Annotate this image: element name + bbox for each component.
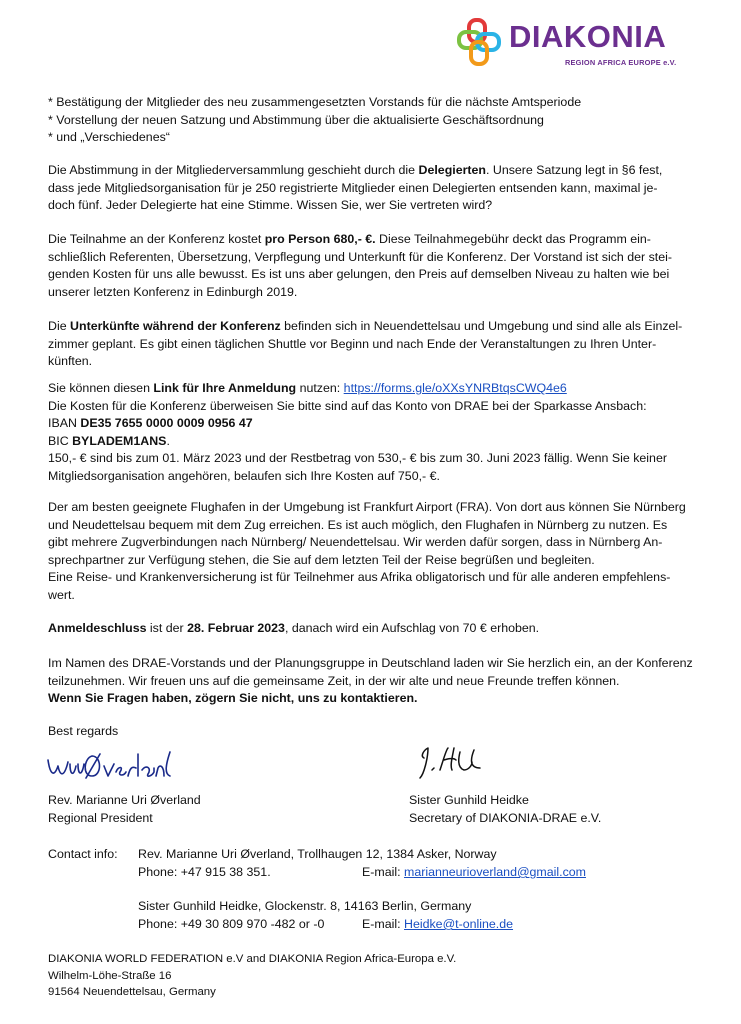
paragraph-travel: [48, 499, 698, 605]
paragraph-delegates: [48, 162, 698, 215]
contact-label: Contact info:: [48, 847, 118, 861]
contact-1-address: Rev. Marianne Uri Øverland, Trollhaugen 12, 1384 Asker, Norway: [138, 847, 497, 861]
signature-left-icon: [44, 746, 174, 786]
bold-text: Delegierten: [418, 163, 486, 177]
iban-value: DE35 7655 0000 0009 0956 47: [80, 416, 253, 431]
paragraph-line: genden Kosten für uns alle bewusst. Es ist uns aber gelungen, den Preis auf demselben Niveau zu halten wie bei: [48, 267, 670, 282]
bic-value: BYLADEM1ANS: [72, 433, 167, 448]
footer-line: 91564 Neuendettelsau, Germany: [48, 986, 216, 999]
signer-right-name: Sister Gunhild Heidke: [409, 793, 529, 807]
bold-text: pro Person 680,- €.: [264, 232, 376, 246]
text: Sie können diesen: [48, 381, 154, 395]
paragraph-line: Eine Reise- und Krankenversicherung ist für Teilnehmer aus Afrika obligatorisch und für alle anderen empfehlens-: [48, 570, 671, 585]
paragraph-line: [48, 380, 698, 398]
paragraph-line: sprechpartner zur Verfügung stehen, die Sie auf dem letzten Teil der Reise begrüßen und begleiten.: [48, 552, 595, 567]
footer-line: Wilhelm-Löhe-Straße 16: [48, 969, 172, 982]
paragraph-fee: [48, 231, 698, 301]
text: . Unsere Satzung legt in §6 fest,: [486, 163, 663, 177]
contact-2-phone: Phone: +49 30 809 970 -482 or -0: [138, 917, 325, 931]
text: nutzen:: [296, 381, 344, 395]
agenda-item: * Bestätigung der Mitglieder des neu zusammengesetzten Vorstands für die nächste Amtsperiode: [48, 95, 582, 109]
paragraph-line: doch fünf. Jeder Delegierte hat eine Stimme. Wissen Sie, wer Sie vertreten wird?: [48, 198, 493, 213]
paragraph-line: wert.: [48, 587, 75, 602]
contact-2-email-link[interactable]: Heidke@t-online.de: [404, 917, 514, 931]
contact-1-email-row: [362, 864, 586, 882]
email-label: E-mail:: [362, 917, 404, 931]
contact-1-email-link[interactable]: marianneurioverland@gmail.com: [404, 865, 586, 879]
paragraph-line: Im Namen des DRAE-Vorstands und der Planungsgruppe in Deutschland laden wir Sie herzlich ein, an der Konferenz: [48, 656, 693, 670]
iban-line: [48, 415, 698, 433]
paragraph-line: Mitgliedsorganisation angehören, belaufen sich Ihre Kosten auf 750,- €.: [48, 468, 440, 483]
signer-left-name: Rev. Marianne Uri Øverland: [48, 793, 201, 807]
text: Die Teilnahme an der Konferenz kostet: [48, 232, 265, 246]
paragraph-line: Die Kosten für die Konferenz überweisen Sie bitte sind auf das Konto von DRAE bei der Sparkasse Ansbach:: [48, 398, 647, 413]
signature-right-icon: [410, 740, 490, 784]
text: BIC: [48, 433, 73, 448]
paragraph-line: [48, 318, 698, 336]
text: .: [166, 433, 170, 448]
registration-link[interactable]: https://forms.gle/oXXsYNRBtqsCWQ4e6: [343, 381, 567, 395]
bold-text: Anmeldeschluss: [48, 621, 147, 635]
paragraph-line: dass jede Mitgliedsorganisation für je 250 registrierte Mitglieder einen Delegierten entsenden kann, maximal je-: [48, 180, 658, 195]
text: befinden sich in Neuendettelsau und Umgebung und sind alle als Einzel-: [280, 319, 683, 333]
paragraph-line-bold: Wenn Sie Fragen haben, zögern Sie nicht, uns zu kontaktieren.: [48, 691, 418, 706]
contact-2-email-row: [362, 916, 513, 934]
email-label: E-mail:: [362, 865, 404, 879]
footer-line: DIAKONIA WORLD FEDERATION e.V and DIAKONIA Region Africa-Europa e.V.: [48, 953, 457, 965]
agenda-item: * Vorstellung der neuen Satzung und Abstimmung über die aktualisierte Geschäftsordnung: [48, 112, 544, 127]
paragraph-line: gibt mehrere Zugverbindungen nach Nürnberg/ Neuendettelsau. Wir werden dafür sorgen, dass in Nürnberg An-: [48, 535, 663, 550]
agenda-item: * und „Verschiedenes“: [48, 130, 170, 145]
bold-text: Link für Ihre Anmeldung: [153, 381, 297, 395]
signer-right-role: Secretary of DIAKONIA-DRAE e.V.: [409, 811, 602, 825]
footer-address: [48, 951, 698, 1001]
text: Die: [48, 319, 71, 333]
paragraph-line: unserer letzten Konferenz in Edinburgh 2019.: [48, 284, 298, 299]
contact-1-phone: Phone: +47 915 38 351.: [138, 865, 271, 879]
paragraph-invitation: [48, 655, 698, 708]
closing-text: Best regards: [48, 724, 119, 738]
logo-subtitle: REGION AFRICA EUROPE e.V.: [565, 58, 677, 67]
text: Die Abstimmung in der Mitgliederversammlung geschieht durch die: [48, 163, 419, 177]
paragraph-registration: [48, 380, 698, 486]
paragraph-line: Der am besten geeignete Flughafen in der Umgebung ist Frankfurt Airport (FRA). Von dort aus können Sie Nürnberg: [48, 500, 686, 514]
text: , danach wird ein Aufschlag von 70 € erhoben.: [284, 621, 540, 635]
paragraph-line: [48, 231, 698, 249]
text: ist der: [146, 621, 188, 635]
bold-text: Unterkünfte während der Konferenz: [70, 319, 281, 333]
paragraph-line: künften.: [48, 354, 93, 369]
paragraph-line: [48, 162, 698, 180]
text: Diese Teilnahmegebühr deckt das Programm ein-: [375, 232, 651, 246]
agenda-list: [48, 94, 698, 147]
paragraph-line: teilzunehmen. Wir freuen uns auf die gemeinsame Zeit, in der wir alte und neue Freunde treffen können.: [48, 673, 620, 688]
bic-line: [48, 433, 698, 451]
paragraph-deadline: [48, 620, 698, 638]
text: IBAN: [48, 416, 81, 431]
diakonia-emblem-icon: [455, 16, 507, 68]
contact-2-address: Sister Gunhild Heidke, Glockenstr. 8, 14163 Berlin, Germany: [138, 899, 472, 913]
paragraph-line: 150,- € sind bis zum 01. März 2023 und der Restbetrag von 530,- € bis zum 30. Juni 2023 fällig. Wenn Sie keiner: [48, 451, 667, 466]
logo-wordmark: DIAKONIA: [509, 19, 667, 54]
paragraph-line: zimmer geplant. Es gibt einen täglichen Shuttle vor Beginn und nach Ende der Veranstaltungen zu Ihren Unter-: [48, 336, 657, 351]
bold-text: 28. Februar 2023: [187, 621, 285, 635]
paragraph-accommodation: [48, 318, 698, 371]
diakonia-logo: [455, 12, 685, 74]
paragraph-line: schließlich Referenten, Übersetzung, Verpflegung und Unterkunft für die Konferenz. Der Vorstand ist sich der stei-: [48, 249, 672, 264]
signer-left-role: Regional President: [48, 811, 153, 825]
paragraph-line: und Neudettelsau bequem mit dem Zug erreichen. Es ist auch möglich, den Flughafen in Nürnberg zu nutzen. Es: [48, 517, 668, 532]
paragraph-line: [48, 620, 698, 638]
